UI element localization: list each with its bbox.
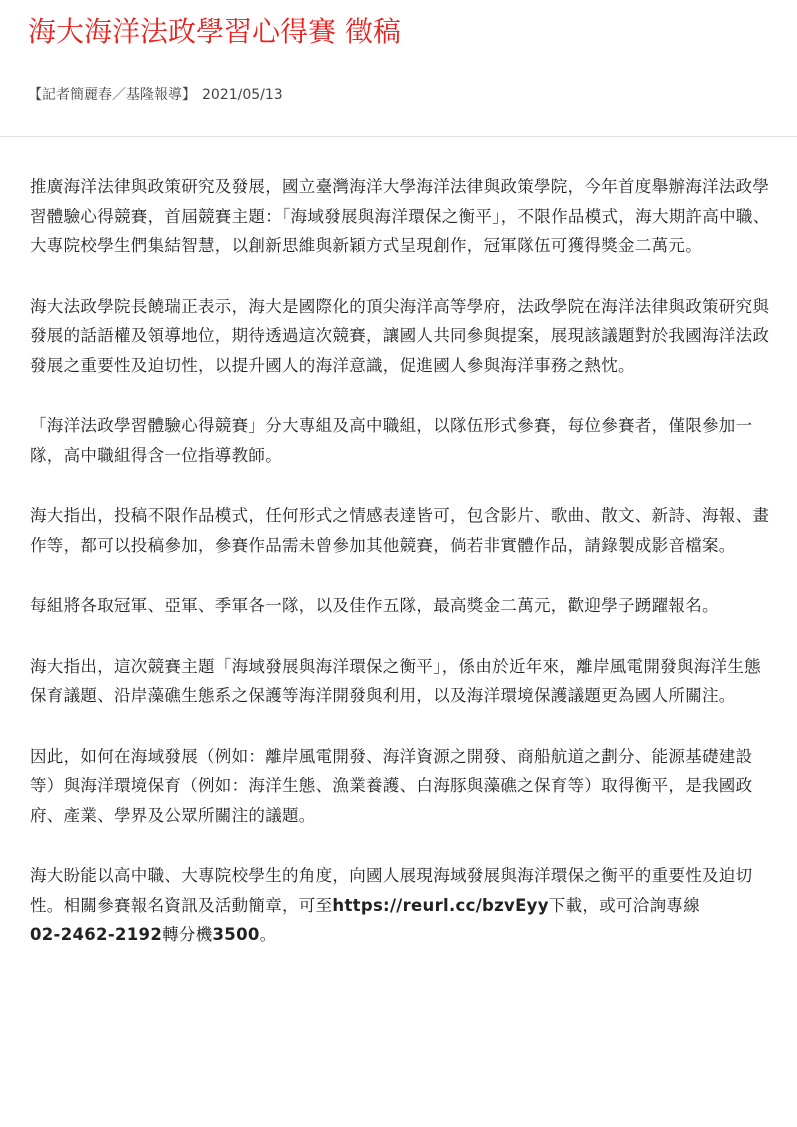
registration-url: https://reurl.cc/bzvEyy	[332, 895, 549, 915]
paragraph-8-text-2: 下載，或可洽詢專線	[548, 895, 700, 915]
contact-extension: 3500	[212, 925, 260, 944]
paragraph-8-text-1: 海大盼能以高中職、大專院校學生的角度，向國人展現海域發展與海洋環保之衡平的重要性及迫切性。相關參賽報名資訊及活動簡章，可至	[30, 866, 753, 915]
divider	[0, 136, 797, 137]
paragraph-8	[30, 861, 772, 950]
paragraph-7: 因此，如何在海域發展（例如：離岸風電開發、海洋資源之開發、商船航道之劃分、能源基礎建設等）與海洋環境保育（例如：海洋生態、漁業養護、白海豚與藻礁之保育等）取得衡平，是我國政府、產業、學界及公眾所關注的議題。	[30, 746, 753, 825]
paragraph-8-text-4: 。	[259, 925, 277, 944]
contact-phone: 02-2462-2192	[30, 925, 163, 944]
paragraph-2: 海大法政學院長饒瑞正表示，海大是國際化的頂尖海洋高等學府，法政學院在海洋法律與政策研究與發展的話語權及領導地位，期待透過這次競賽，讓國人共同參與提案，展現該議題對於我國海洋法政發展之重要性及迫切性，以提升國人的海洋意識，促進國人參與海洋事務之熱忱。	[30, 296, 770, 375]
article-body	[30, 172, 772, 950]
byline-date: 2021/05/13	[202, 87, 283, 103]
paragraph-1: 推廣海洋法律與政策研究及發展，國立臺灣海洋大學海洋法律與政策學院，今年首度舉辦海洋法政學習體驗心得競賽，首屆競賽主題：「海域發展與海洋環保之衡平」，不限作品模式，海大期許高中職、大專院校學生們集結智慧，以創新思維與新穎方式呈現創作，冠軍隊伍可獲得獎金二萬元。	[30, 177, 770, 255]
paragraph-8-text-3: 轉分機	[162, 925, 213, 944]
paragraph-5: 每組將各取冠軍、亞軍、季軍各一隊，以及佳作五隊，最高獎金二萬元，歡迎學子踴躍報名。	[30, 596, 719, 615]
paragraph-4: 海大指出，投稿不限作品模式，任何形式之情感表達皆可，包含影片、歌曲、散文、新詩、海報、畫作等，都可以投稿參加，參賽作品需未曾參加其他競賽，倘若非實體作品，請錄製成影音檔案。	[30, 506, 770, 555]
paragraph-3: 「海洋法政學習體驗心得競賽」分大專組及高中職組，以隊伍形式參賽，每位參賽者，僅限參加一隊，高中職組得含一位指導教師。	[30, 416, 753, 465]
paragraph-6: 海大指出，這次競賽主題「海域發展與海洋環保之衡平」，係由於近年來，離岸風電開發與海洋生態保育議題、沿岸藻礁生態系之保護等海洋開發與利用，以及海洋環境保護議題更為國人所關注。	[30, 656, 761, 705]
byline-author: 【記者簡麗春／基隆報導】	[28, 87, 196, 103]
headline: 海大海洋法政學習心得賽 徵稿	[28, 15, 401, 48]
byline	[28, 84, 283, 106]
